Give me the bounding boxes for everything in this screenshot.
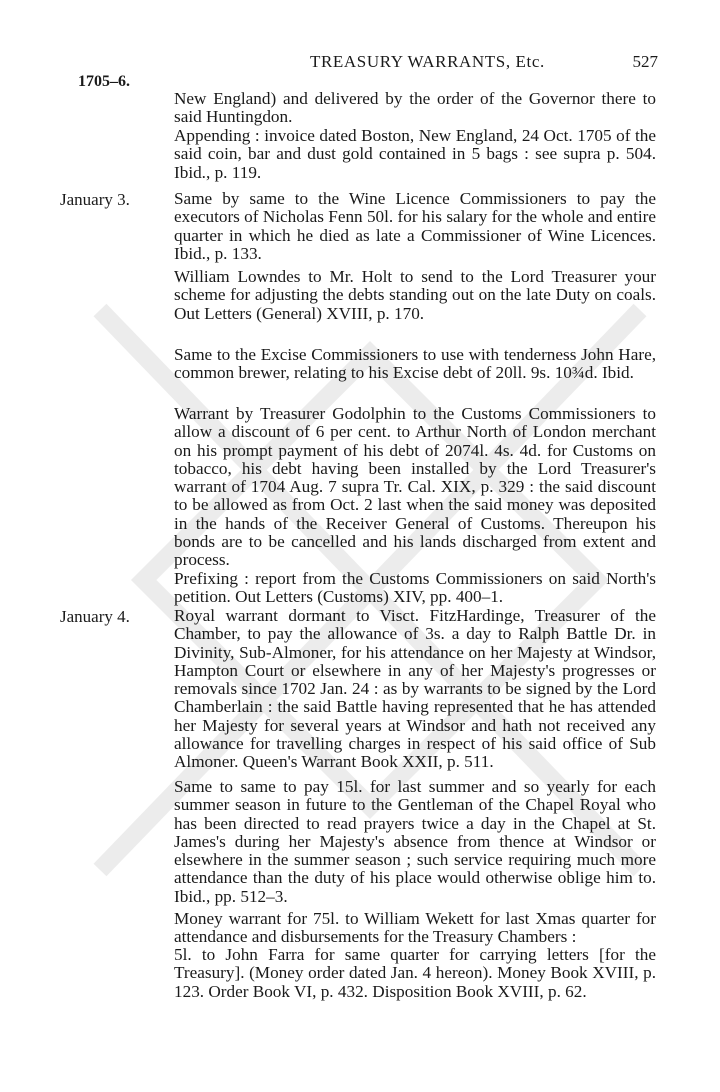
year-label: 1705–6. [78, 73, 130, 90]
paragraph-wine-licence: Same by same to the Wine Licence Commissioners to pay the executors of Nicholas Fenn 50l. for his salary for the whole and entire quarter in which he died as late a Commissioner of Wine Licences. Ibid., p. 133. [174, 189, 656, 263]
farra-note: 5l. to John Farra for same quarter for carrying letters [for the Treasury]. (Money order dated Jan. 4 hereon). Money Book XVIII, p. 123. Order Book VI, p. 432. Disposition Book XVIII, p. 62. [174, 945, 656, 1001]
paragraph-money-warrant: Money warrant for 75l. to William Wekett for last Xmas quarter for attendance and disbursements for the Treasury Chambers : [174, 909, 656, 947]
date-label: January 4. [60, 607, 130, 626]
running-title: TREASURY WARRANTS, Etc. [310, 52, 545, 71]
prefixing-note: Prefixing : report from the Customs Commissioners on said North's petition. Out Letters (Customs) XIV, pp. 400–1. [174, 569, 656, 607]
paragraph-continuation: New England) and delivered by the order of the Governor there to said Huntingdon. [174, 89, 656, 127]
appending-note-text: Appending : invoice dated Boston, New England, 24 Oct. 1705 of the said coin, bar and dust gold contained in 5 bags : see supra p. 504. Ibid., p. 119. [174, 126, 656, 182]
paragraph-chapel-royal: Same to same to pay 15l. for last summer and so yearly for each summer season in future to the Gentleman of the Chapel Royal who has been directed to read prayers twice a day in the Chapel at St. James's during her Majesty's absence from thence at Windsor or elsewhere in the summer season ; such service requiring much more attendance than the duty of his place would otherwise oblige him to. Ibid., pp. 512–3. [174, 777, 656, 906]
page-number: 527 [632, 52, 658, 71]
paragraph-royal-warrant: Royal warrant dormant to Visct. FitzHardinge, Treasurer of the Chamber, to pay the allowance of 3s. a day to Ralph Battle Dr. in Divinity, Sub-Almoner, for his attendance on her Majesty at Windsor, Hampton Court or elsewhere in any of her Majesty's progresses or removals since 1702 Jan. 24 : as by warrants to be signed by the Lord Chamberlain : the said Battle having represented that he has attended her Majesty for several years at Windsor and hath not received any allowance for travelling charges in respect of his said office of Sub Almoner. Queen's Warrant Book XXII, p. 511. [174, 606, 656, 772]
paragraph-lowndes-holt: William Lowndes to Mr. Holt to send to the Lord Treasurer your scheme for adjusting the debts standing out on the late Duty on coals. Out Letters (General) XVIII, p. 170. [174, 267, 656, 323]
paragraph-godolphin-customs: Warrant by Treasurer Godolphin to the Customs Commissioners to allow a discount of 6 per cent. to Arthur North of London merchant on his prompt payment of his debt of 2074l. 4s. 4d. for Customs on tobacco, his debt having been installed by the Lord Treasurer's warrant of 1704 Aug. 7 supra Tr. Cal. XIX, p. 329 : the said discount to be allowed as from Oct. 2 last when the said money was deposited in the hands of the Receiver General of Customs. Thereupon his bonds are to be cancelled and his lands discharged from extent and process. [174, 404, 656, 570]
paragraph-excise-hare: Same to the Excise Commissioners to use with tenderness John Hare, common brewer, relating to his Excise debt of 20ll. 9s. 10¾d. Ibid. [174, 345, 656, 383]
appending-note [174, 127, 656, 182]
date-label: January 3. [60, 190, 130, 209]
